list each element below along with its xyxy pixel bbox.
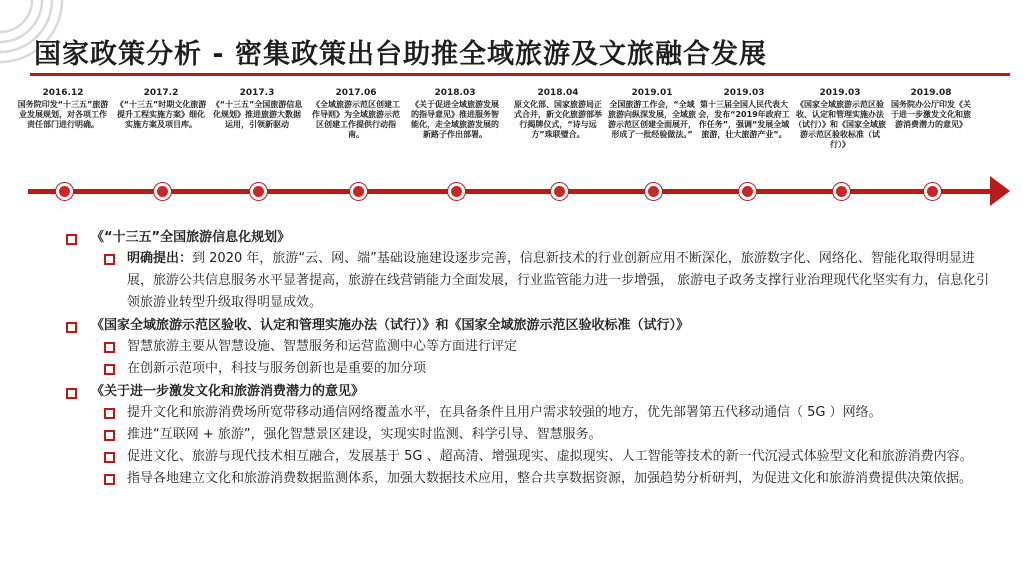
timeline-dot: [250, 183, 267, 200]
timeline-date: 2019.08: [910, 88, 952, 98]
timeline-date: 2016.12: [42, 88, 84, 98]
list-item-body: 促进文化、旅游与现代技术相互融合，发展基于 5G 、超高清、增强现实、虚拟现实、人工智能等技术的新一代沉浸式体验型文化和旅游消费内容。: [127, 449, 973, 464]
timeline-desc: 《国家全域旅游示范区验收、认定和管理实施办法（试行）》和《国家全域旅游示范区验收标准（试行）》: [794, 100, 886, 149]
timeline-desc: 国务院印发“十三五”旅游业发展规划，对各项工作责任部门进行明确。: [17, 100, 109, 129]
list-item: [104, 424, 996, 446]
list-item: [104, 248, 996, 314]
list-item-body: 指导各地建立文化和旅游消费数据监测体系，加强大数据技术应用，整合共享数据资源，加强趋势分析研判，为促进文化和旅游消费提供决策依据。: [127, 471, 973, 486]
section-heading: [66, 316, 996, 336]
timeline-entry: [409, 88, 501, 140]
timeline-entry: [512, 88, 604, 140]
timeline-desc: 国务院办公厅印发《关于进一步激发文化和旅游消费潜力的意见》: [891, 100, 971, 129]
timeline-desc: 全国旅游工作会，“全域旅游向纵深发展，全域旅游示范区创建全面展开，形成了一批经验做法。”: [608, 100, 696, 139]
square-bullet-icon: [104, 342, 115, 353]
list-item: [104, 446, 996, 468]
list-item-body: 到 2020 年，旅游“云、网、端”基础设施建设逐步完善，信息新技术的行业创新应用不断深化，旅游数字化、网络化、智能化取得明显进展，旅游公共信息服务水平显著提高，旅游在线营销能力全面发展，行业监管能力进一步增强， 旅游电子政务支撑行业治理现代化坚实有力，信息化引领旅游业转型升级取得明显成效。: [127, 251, 990, 310]
timeline-date: 2017.06: [335, 88, 377, 98]
timeline-entry: [794, 88, 886, 150]
square-bullet-icon: [104, 408, 115, 419]
section-heading-text: 《“十三五”全国旅游信息化规划》: [91, 230, 291, 245]
square-bullet-icon: [104, 474, 115, 485]
timeline-entry: [310, 88, 402, 140]
timeline-desc: 《关于促进全域旅游发展的指导意见》推进服务智能化，走全域旅游发展的新路子作出部署。: [411, 100, 499, 139]
square-bullet-icon: [66, 322, 77, 333]
timeline-desc: 第十三届全国人民代表大会，发布“2019年政府工作任务”，强调“发展全域旅游，壮大旅游产业”。: [698, 100, 790, 139]
timeline-desc: 原文化部、国家旅游局正式合并，新文化旅游部举行揭牌仪式，“诗与远方”珠联璧合。: [514, 100, 602, 139]
list-item-text: [127, 248, 996, 314]
timeline-dot: [56, 183, 73, 200]
list-item-body: 智慧旅游主要从智慧设施、智慧服务和运营监测中心等方面进行评定: [127, 339, 518, 354]
timeline-date: 2019.03: [723, 88, 765, 98]
policy-timeline: [0, 88, 1024, 228]
list-item-body: 推进“互联网 + 旅游”，强化智慧景区建设，实现实时监测、科学引导、智慧服务。: [127, 427, 602, 442]
timeline-dot: [448, 183, 465, 200]
timeline-dot: [645, 183, 662, 200]
timeline-entry: [115, 88, 207, 130]
timeline-date: 2018.03: [434, 88, 476, 98]
section-heading: [66, 382, 996, 402]
timeline-desc: 《全域旅游示范区创建工作导则》为全域旅游示范区创建工作提供行动指南。: [312, 100, 400, 139]
square-bullet-icon: [104, 430, 115, 441]
timeline-dot: [350, 183, 367, 200]
list-item-lead: 明确提出：: [127, 251, 193, 266]
square-bullet-icon: [104, 364, 115, 375]
square-bullet-icon: [104, 452, 115, 463]
list-item: [104, 402, 996, 424]
list-item-body: 提升文化和旅游消费场所宽带移动通信网络覆盖水平，在具备条件且用户需求较强的地方，优先部署第五代移动通信（ 5G ）网络。: [127, 405, 882, 420]
timeline-date: 2019.01: [631, 88, 673, 98]
section-heading: [66, 228, 996, 248]
page-title: 国家政策分析 - 密集政策出台助推全域旅游及文旅融合发展: [34, 39, 768, 70]
policy-list: [66, 226, 996, 490]
timeline-entry: [211, 88, 303, 130]
timeline-entry: [888, 88, 974, 130]
timeline-dot: [551, 183, 568, 200]
section-heading-text: 《关于进一步激发文化和旅游消费潜力的意见》: [91, 384, 365, 399]
list-item-body: 在创新示范项中，科技与服务创新也是重要的加分项: [127, 361, 427, 376]
timeline-dot: [924, 183, 941, 200]
timeline-date: 2018.04: [537, 88, 579, 98]
title-underline: [30, 73, 1010, 76]
timeline-entry: [606, 88, 698, 140]
timeline-date: 2017.3: [239, 88, 275, 98]
timeline-entry: [698, 88, 790, 140]
square-bullet-icon: [104, 254, 115, 265]
list-item: [104, 336, 996, 358]
timeline-entry: [17, 88, 109, 130]
square-bullet-icon: [66, 234, 77, 245]
square-bullet-icon: [66, 388, 77, 399]
timeline-date: 2019.03: [819, 88, 861, 98]
timeline-dot: [154, 183, 171, 200]
timeline-desc: 《“十三五”全国旅游信息化规划》推进旅游大数据运用，引领新驱动: [211, 100, 303, 129]
list-item: [104, 468, 996, 490]
timeline-date: 2017.2: [143, 88, 179, 98]
timeline-arrowhead: [990, 176, 1010, 206]
timeline-desc: 《“十三五”时期文化旅游提升工程实施方案》细化实施方案及项目库。: [115, 100, 207, 129]
timeline-dot: [833, 183, 850, 200]
list-item: [104, 358, 996, 380]
timeline-dot: [739, 183, 756, 200]
section-heading-text: 《国家全域旅游示范区验收、认定和管理实施办法（试行）》和《国家全域旅游示范区验收标准（试行）》: [91, 318, 690, 333]
